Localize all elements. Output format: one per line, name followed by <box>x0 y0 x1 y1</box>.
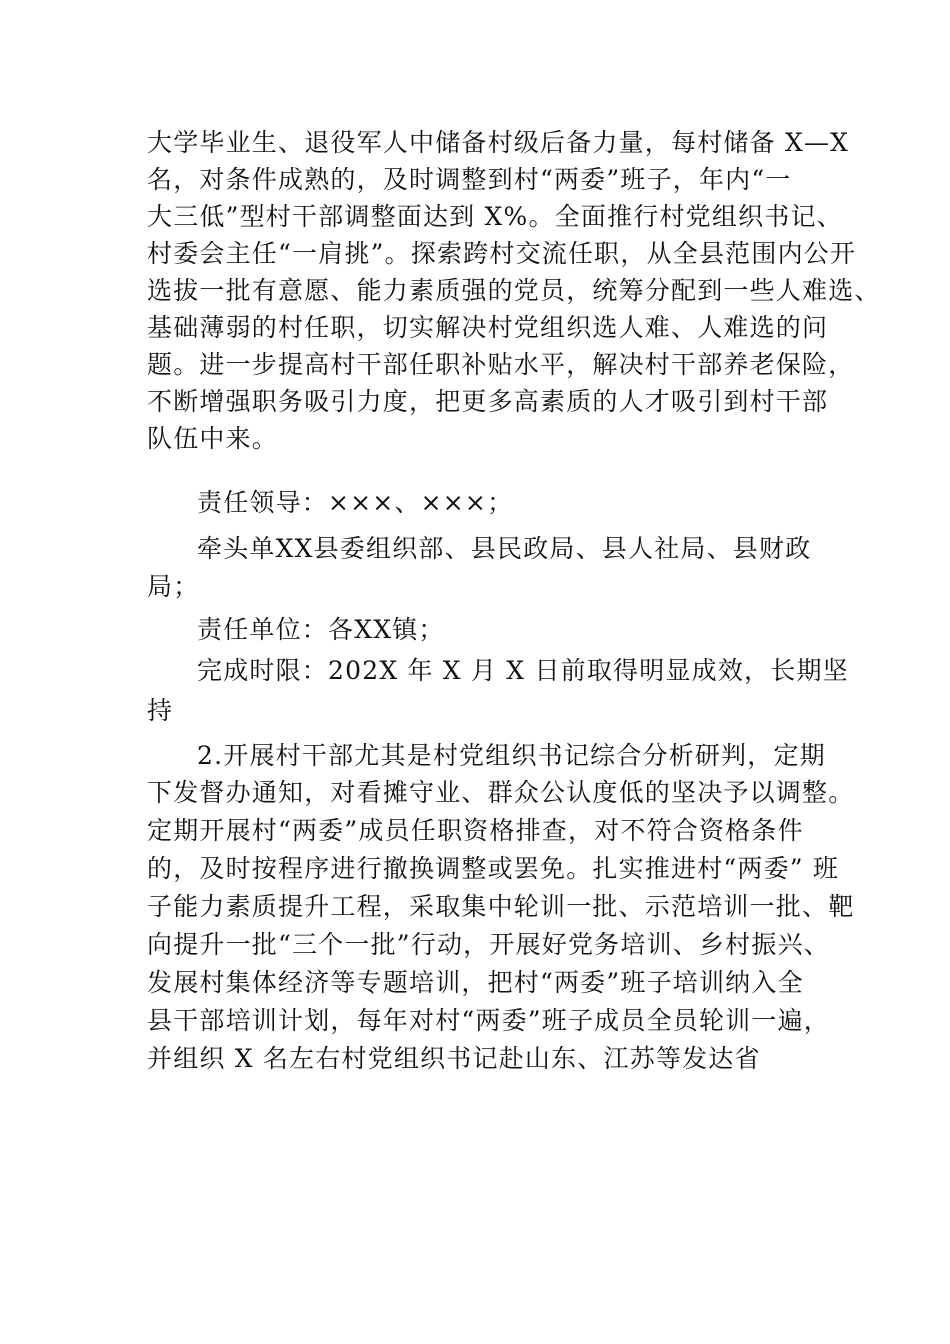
paragraph-2-line-2: 下发督办通知，对看摊守业、群众公认度低的坚决予以调整。 <box>147 778 855 807</box>
paragraph-1-line-6: 基础薄弱的村任职，切实解决村党组织选人难、人难选的问 <box>147 313 829 342</box>
paragraph-2-line-9: 并组织 X 名左右村党组织书记赴山东、江苏等发达省 <box>147 1044 761 1073</box>
paragraph-1-line-4: 村委会主任“一肩挑”。探索跨村交流任职，从全县范围内公开 <box>147 239 857 268</box>
paragraph-2-line-6: 向提升一批“三个一批”行动，开展好党务培训、乡村振兴、 <box>147 930 830 959</box>
paragraph-1-line-8: 不断增强职务吸引力度，把更多高素质的人才吸引到村干部 <box>147 387 829 416</box>
paragraph-1-line-1: 大学毕业生、退役军人中储备村级后备力量，每村储备 X—X <box>147 128 850 157</box>
responsible-unit: 责任单位：各XX镇； <box>197 615 445 644</box>
paragraph-1-line-3: 大三低”型村干部调整面达到 X%。全面推行村党组织书记、 <box>147 202 843 231</box>
paragraph-2-line-4: 的，及时按程序进行撤换调整或罢免。扎实推进村“两委” 班 <box>147 854 840 883</box>
lead-unit-line-2: 局； <box>147 572 200 601</box>
paragraph-1-line-7: 题。进一步提高村干部任职补贴水平，解决村干部养老保险， <box>147 350 855 379</box>
paragraph-2-line-3: 定期开展村“两委”成员任职资格排查，对不符合资格条件 <box>147 816 804 845</box>
deadline-line-2: 持 <box>147 696 174 725</box>
paragraph-2-line-7: 发展村集体经济等专题培训，把村“两委”班子培训纳入全 <box>147 968 804 997</box>
lead-unit-line-1: 牵头单XX县委组织部、县民政局、县人社局、县财政 <box>197 534 812 563</box>
paragraph-1-line-5: 选拔一批有意愿、能力素质强的党员，统筹分配到一些人难选、 <box>147 276 881 305</box>
paragraph-2-line-1: 2.开展村干部尤其是村党组织书记综合分析研判，定期 <box>197 741 826 770</box>
paragraph-1-line-2: 名，对条件成熟的，及时调整到村“两委”班子，年内“一 <box>147 165 792 194</box>
paragraph-2-line-8: 县干部培训计划，每年对村“两委”班子成员全员轮训一遍， <box>147 1006 830 1035</box>
paragraph-1-line-9: 队伍中来。 <box>147 424 279 453</box>
paragraph-2-line-5: 子能力素质提升工程，采取集中轮训一批、示范培训一批、靶 <box>147 892 855 921</box>
deadline-line-1: 完成时限：202X 年 X 月 X 日前取得明显成效，长期坚 <box>197 656 849 685</box>
responsible-leader: 责任领导：×××、×××； <box>197 488 514 517</box>
